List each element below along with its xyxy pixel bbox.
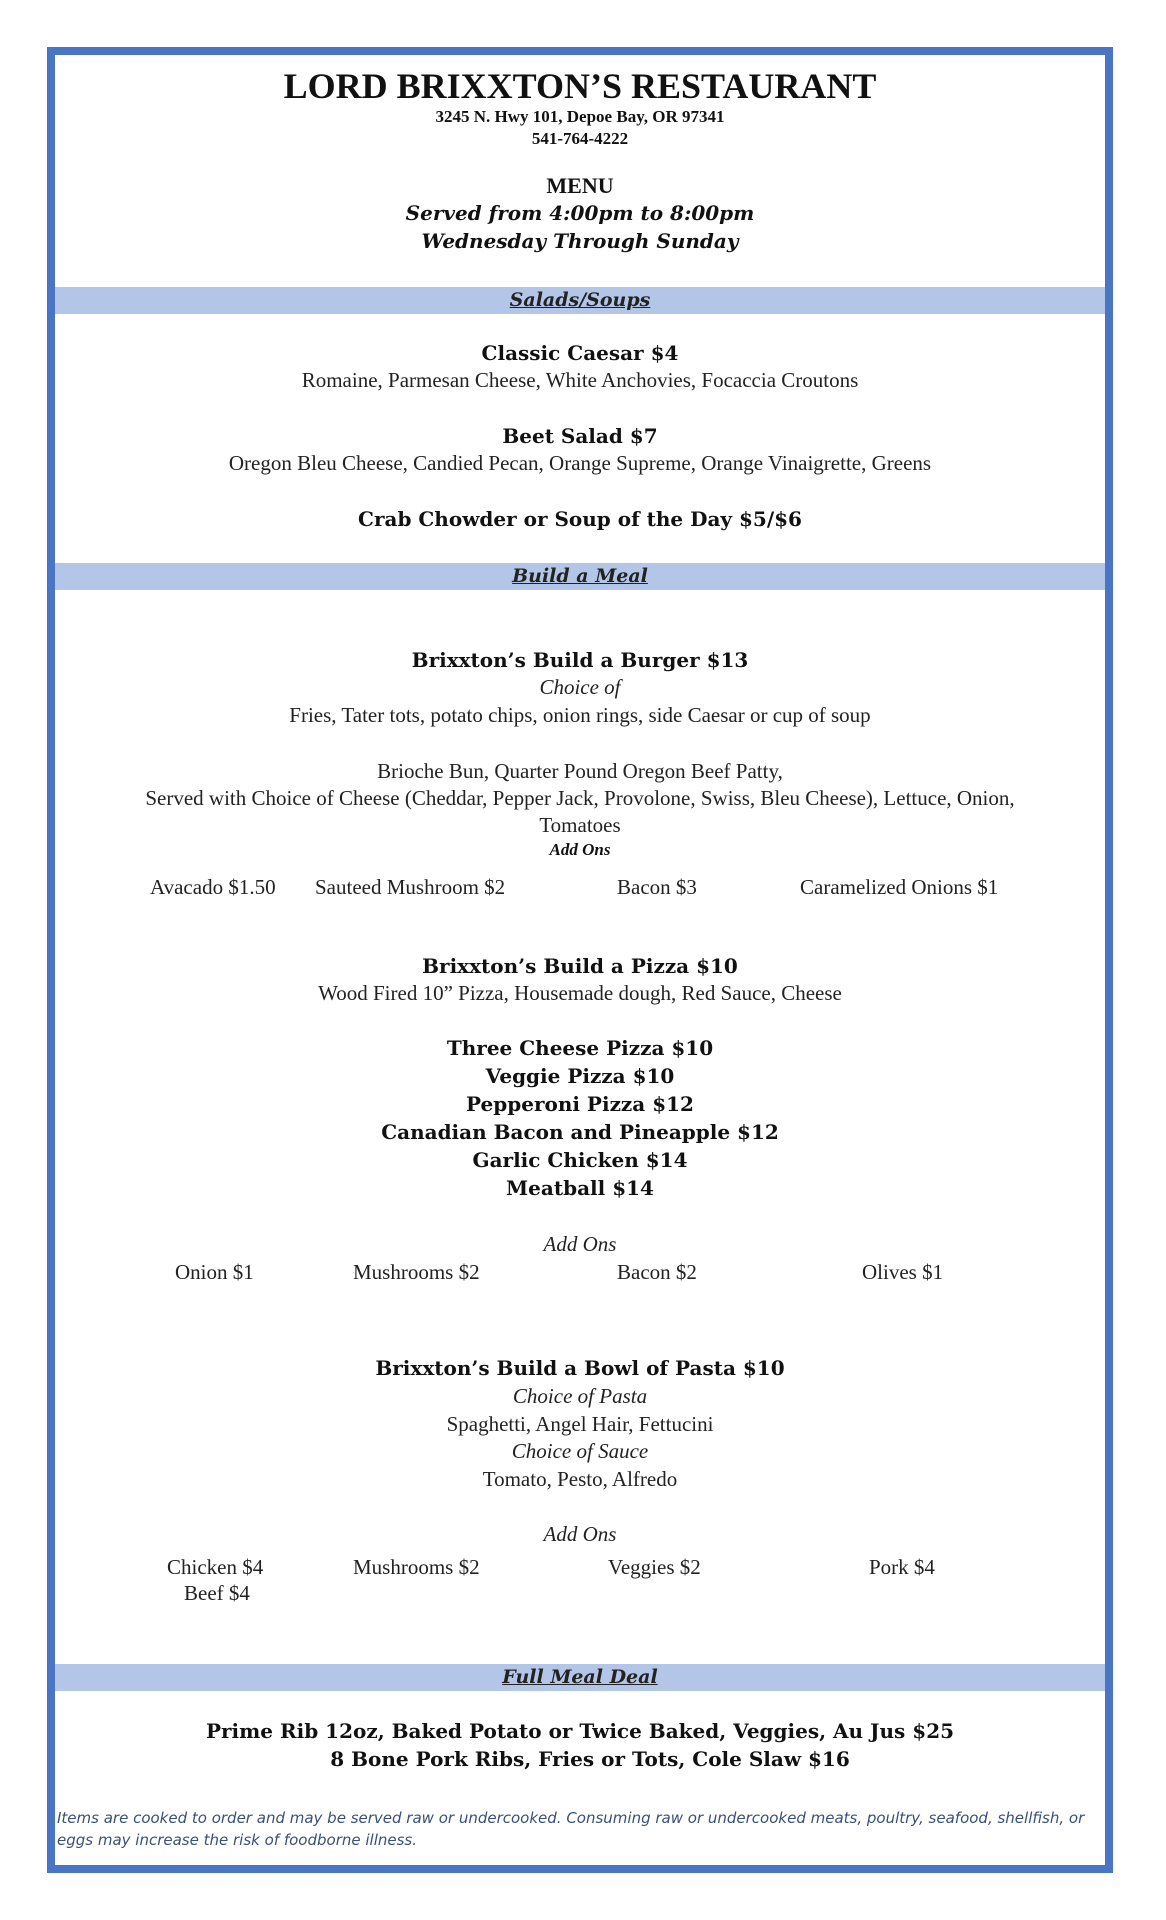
burger-addon: Bacon $3 [617,875,697,899]
section-title-salads: Salads/Soups [509,289,651,311]
menu-border-frame [47,47,1113,1873]
restaurant-address: 3245 N. Hwy 101, Depoe Bay, OR 97341 [435,107,725,126]
menu-item-caesar: Classic Caesar $4 [481,341,679,365]
pizza-item: Garlic Chicken $14 [472,1148,688,1172]
pizza-addon: Olives $1 [862,1260,944,1284]
menu-item-beet-salad: Beet Salad $7 [502,424,658,448]
pasta-addon: Pork $4 [869,1555,935,1579]
burger-addon: Sauteed Mushroom $2 [315,875,506,899]
menu-item-pork-ribs: 8 Bone Pork Ribs, Fries or Tots, Cole Slaw $16 [330,1747,850,1771]
menu-desc-beet-salad: Oregon Bleu Cheese, Candied Pecan, Orange Supreme, Orange Vinaigrette, Greens [228,451,932,475]
pasta-choices: Spaghetti, Angel Hair, Fettucini [446,1412,714,1436]
pizza-item: Three Cheese Pizza $10 [446,1036,714,1060]
pizza-item: Canadian Bacon and Pineapple $12 [381,1120,779,1144]
menu-desc-caesar: Romaine, Parmesan Cheese, White Anchovies, Focaccia Croutons [301,368,859,392]
pizza-desc: Wood Fired 10” Pizza, Housemade dough, Red Sauce, Cheese [318,981,842,1005]
pizza-addon: Onion $1 [175,1260,254,1284]
menu-item-burger: Brixxton’s Build a Burger $13 [411,648,749,672]
burger-addon: Avacado $1.50 [150,875,276,899]
burger-desc-line1: Brioche Bun, Quarter Pound Oregon Beef Patty, [377,759,783,783]
pizza-addons-label: Add Ons [543,1232,617,1256]
section-title-full-meal: Full Meal Deal [502,1666,658,1688]
burger-choices: Fries, Tater tots, potato chips, onion rings, side Caesar or cup of soup [289,703,871,727]
burger-choice-label: Choice of [539,675,621,699]
burger-desc-line3: Tomatoes [539,813,621,837]
pizza-addon: Bacon $2 [617,1260,697,1284]
menu-item-pasta: Brixxton’s Build a Bowl of Pasta $10 [375,1356,785,1380]
pasta-choice-label: Choice of Pasta [512,1384,648,1408]
pizza-item: Meatball $14 [506,1176,654,1200]
pasta-addon: Mushrooms $2 [353,1555,480,1579]
restaurant-title: LORD BRIXXTON’S RESTAURANT [283,66,877,106]
pizza-item: Pepperoni Pizza $12 [466,1092,694,1116]
menu-heading: MENU [546,173,614,198]
pizza-item: Veggie Pizza $10 [485,1064,675,1088]
pasta-addon: Veggies $2 [608,1555,701,1579]
sauce-choices: Tomato, Pesto, Alfredo [482,1467,678,1491]
burger-desc-line2: Served with Choice of Cheese (Cheddar, Pepper Jack, Provolone, Swiss, Bleu Cheese), Lettuce, Onion, [145,786,1015,810]
section-title-build: Build a Meal [512,565,648,587]
pasta-addon: Beef $4 [184,1581,250,1605]
food-safety-disclaimer: Items are cooked to order and may be served raw or undercooked. Consuming raw or undercooked meats, poultry, seafood, shellfish, or eggs may increase the risk of foodborne illness. [57,1809,1085,1849]
section-band-salads [55,287,1105,314]
menu-item-pizza: Brixxton’s Build a Pizza $10 [422,954,738,978]
menu-item-prime-rib: Prime Rib 12oz, Baked Potato or Twice Baked, Veggies, Au Jus $25 [205,1719,955,1743]
pizza-addon: Mushrooms $2 [353,1260,480,1284]
burger-addon: Caramelized Onions $1 [800,875,999,899]
menu-item-chowder: Crab Chowder or Soup of the Day $5/$6 [358,507,802,531]
section-band-build [55,563,1105,590]
menu-days: Wednesday Through Sunday [421,229,739,253]
sauce-choice-label: Choice of Sauce [511,1439,649,1463]
section-band-full-meal [55,1664,1105,1691]
menu-hours: Served from 4:00pm to 8:00pm [405,201,755,225]
burger-addons-label: Add Ons [549,840,611,859]
pasta-addon: Chicken $4 [167,1555,264,1579]
restaurant-phone: 541-764-4222 [531,129,629,148]
pasta-addons-label: Add Ons [543,1522,617,1546]
